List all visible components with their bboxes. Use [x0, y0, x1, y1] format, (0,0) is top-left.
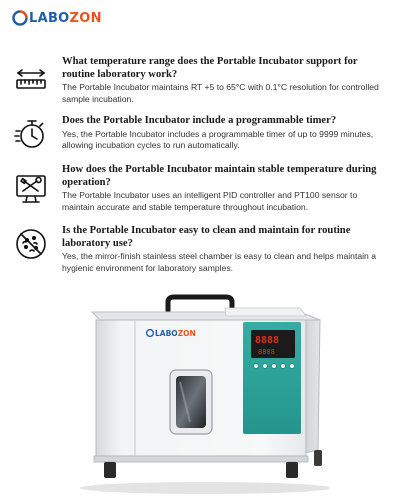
faq-answer: The Portable Incubator maintains RT +5 to 65°C with 0.1°C resolution for controlled sample incubation.	[62, 82, 379, 104]
faq-question: How does the Portable Incubator maintain stable temperature during operation?	[62, 164, 377, 188]
faq-answer: The Portable Incubator uses an intelligent PID controller and PT100 sensor to maintain accurate and stable temperature throughout incubation.	[62, 190, 358, 212]
brand-name	[29, 11, 102, 26]
panel-button[interactable]	[281, 364, 286, 369]
panel-button[interactable]	[263, 364, 268, 369]
faq-item-stability	[14, 164, 388, 213]
caster-wheel	[286, 462, 298, 478]
device-brand-part1: LABO	[155, 329, 178, 338]
incubator-illustration	[0, 292, 400, 500]
faq-question: Does the Portable Incubator include a programmable timer?	[62, 115, 337, 126]
display-primary: 8888	[255, 335, 280, 346]
device-brand-part2: ZON	[177, 329, 196, 338]
faq-question: What temperature range does the Portable Incubator support for routine laboratory work?	[62, 56, 358, 80]
stopwatch-icon	[14, 117, 48, 151]
panel-button[interactable]	[272, 364, 277, 369]
faq-item-cleaning	[14, 225, 388, 274]
display-secondary: 8888	[258, 348, 275, 356]
faq-question: Is the Portable Incubator easy to clean and maintain for routine laboratory use?	[62, 225, 351, 249]
faq-item-temperature	[14, 56, 388, 105]
panel-button[interactable]	[290, 364, 295, 369]
no-contamination-icon	[14, 227, 48, 261]
panel-button[interactable]	[254, 364, 259, 369]
logo-mark-icon	[12, 10, 28, 26]
faq-answer: Yes, the mirror-finish stainless steel chamber is easy to clean and helps maintain a hygienic environment for laboratory samples.	[62, 251, 376, 273]
faq-answer: Yes, the Portable Incubator includes a programmable timer of up to 9999 minutes, allowing incubation cycles to run automatically.	[62, 128, 374, 151]
brand-name-part1: LABO	[29, 10, 70, 26]
brand-logo	[12, 10, 102, 26]
monitor-tools-icon	[14, 172, 48, 206]
caster-wheel	[314, 450, 322, 466]
brand-name-part2: ZON	[69, 10, 102, 26]
ruler-icon	[14, 62, 48, 96]
caster-wheel	[104, 462, 116, 478]
svg-text:LABOZON	[155, 329, 196, 338]
faq-item-timer	[14, 115, 388, 152]
